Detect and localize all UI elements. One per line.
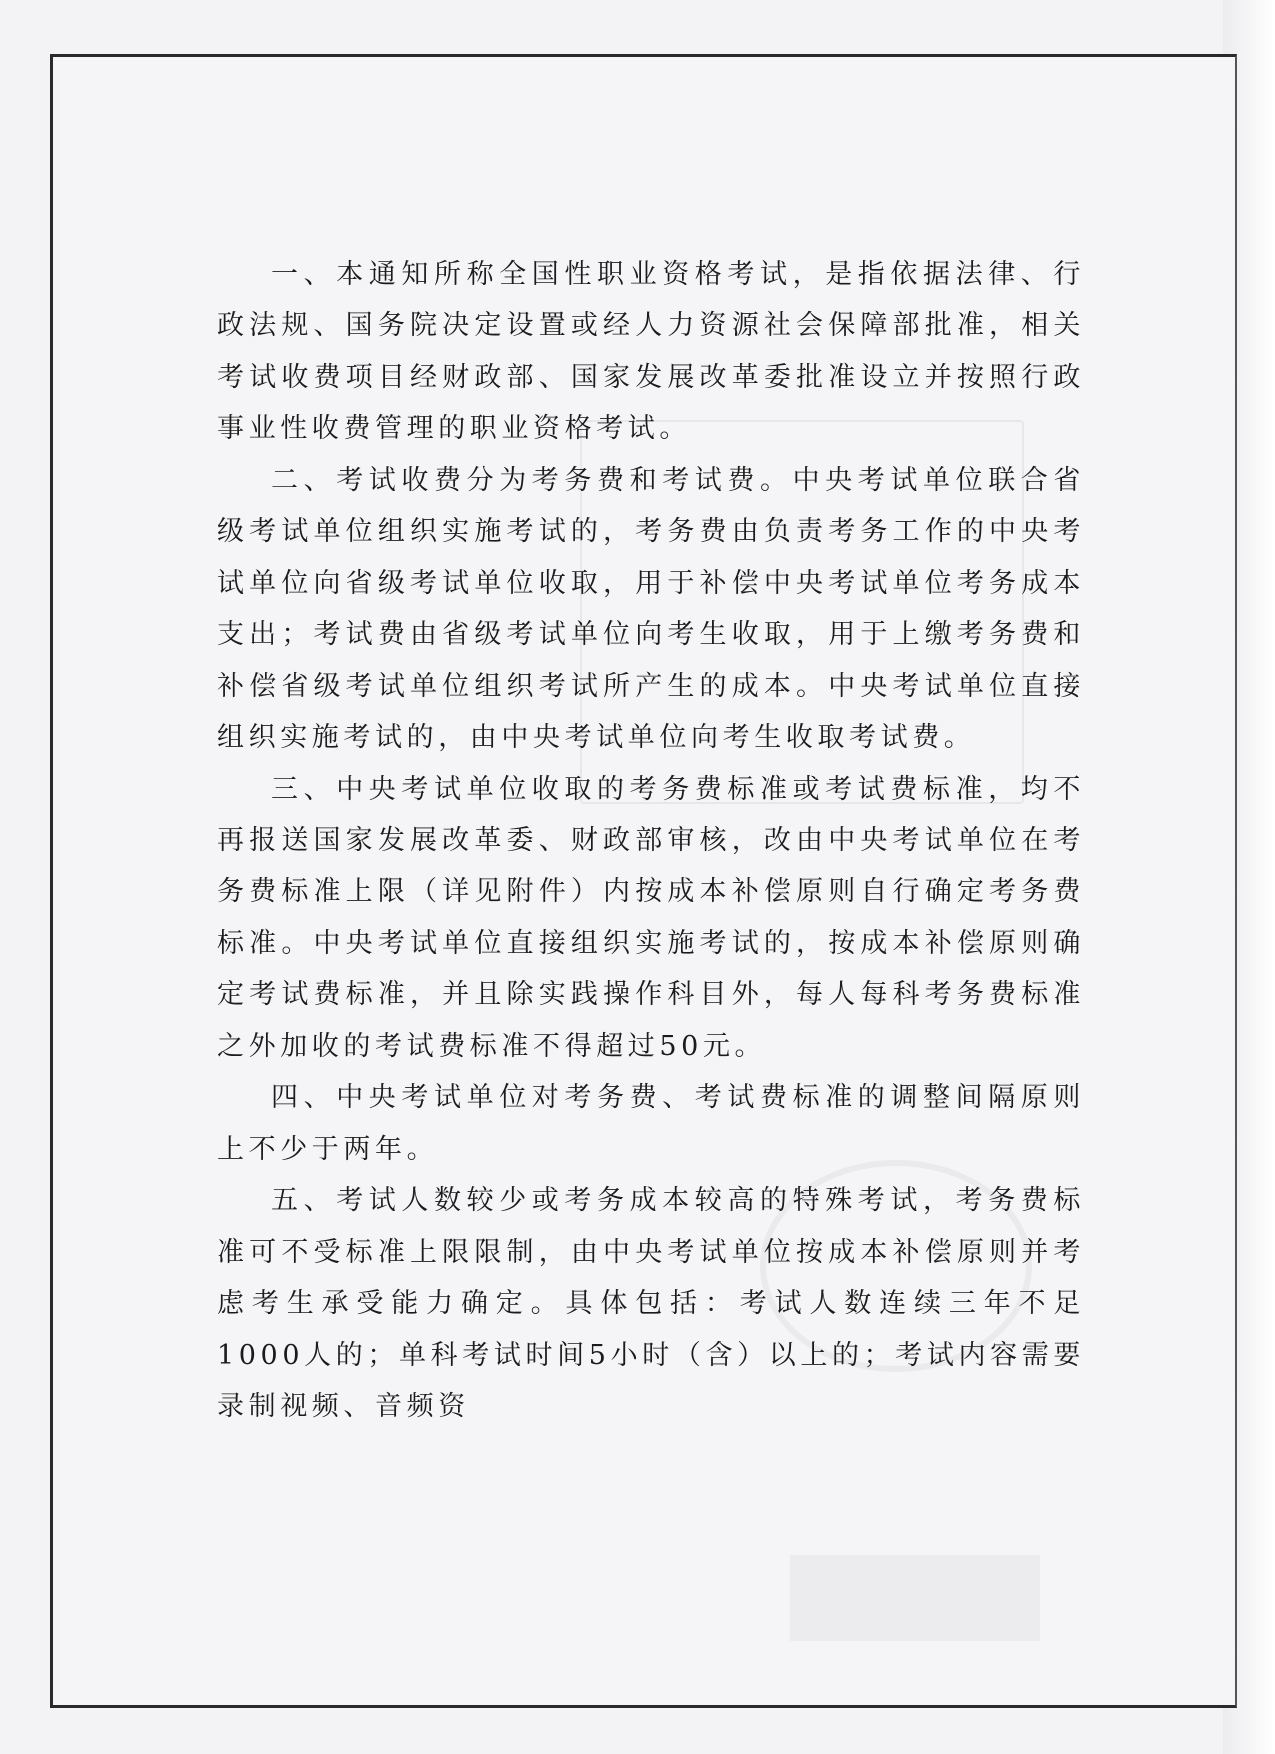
paragraph-5: 五、考试人数较少或考务成本较高的特殊考试，考务费标准可不受标准上限限制，由中央考试单位按成本补偿原则并考虑考生承受能力确定。具体包括：考试人数连续三年不足1000人的；单科考试时间5小时（含）以上的；考试内容需要录制视频、音频资 [217,1185,1085,1422]
paragraph-1: 一、本通知所称全国性职业资格考试，是指依据法律、行政法规、国务院决定设置或经人力资源社会保障部批准，相关考试收费项目经财政部、国家发展改革委批准设立并按照行政事业性收费管理的职业资格考试。 [217,259,1085,445]
paragraph-3: 三、中央考试单位收取的考务费标准或考试费标准，均不再报送国家发展改革委、财政部审核，改由中央考试单位在考务费标准上限（详见附件）内按成本补偿原则自行确定考务费标准。中央考试单位直接组织实施考试的，按成本补偿原则确定考试费标准，并且除实践操作科目外，每人每科考务费标准之外加收的考试费标准不得超过50元。 [217,773,1085,1062]
document-body [217,249,1085,1432]
paragraph-4: 四、中央考试单位对考务费、考试费标准的调整间隔原则上不少于两年。 [217,1082,1085,1165]
bleed-through-box [790,1555,1040,1641]
paragraph-2: 二、考试收费分为考务费和考试费。中央考试单位联合省级考试单位组织实施考试的，考务费由负责考务工作的中央考试单位向省级考试单位收取，用于补偿中央考试单位考务成本支出；考试费由省级考试单位向考生收取，用于上缴考务费和补偿省级考试单位组织考试所产生的成本。中央考试单位直接组织实施考试的，由中央考试单位向考生收取考试费。 [217,464,1085,754]
